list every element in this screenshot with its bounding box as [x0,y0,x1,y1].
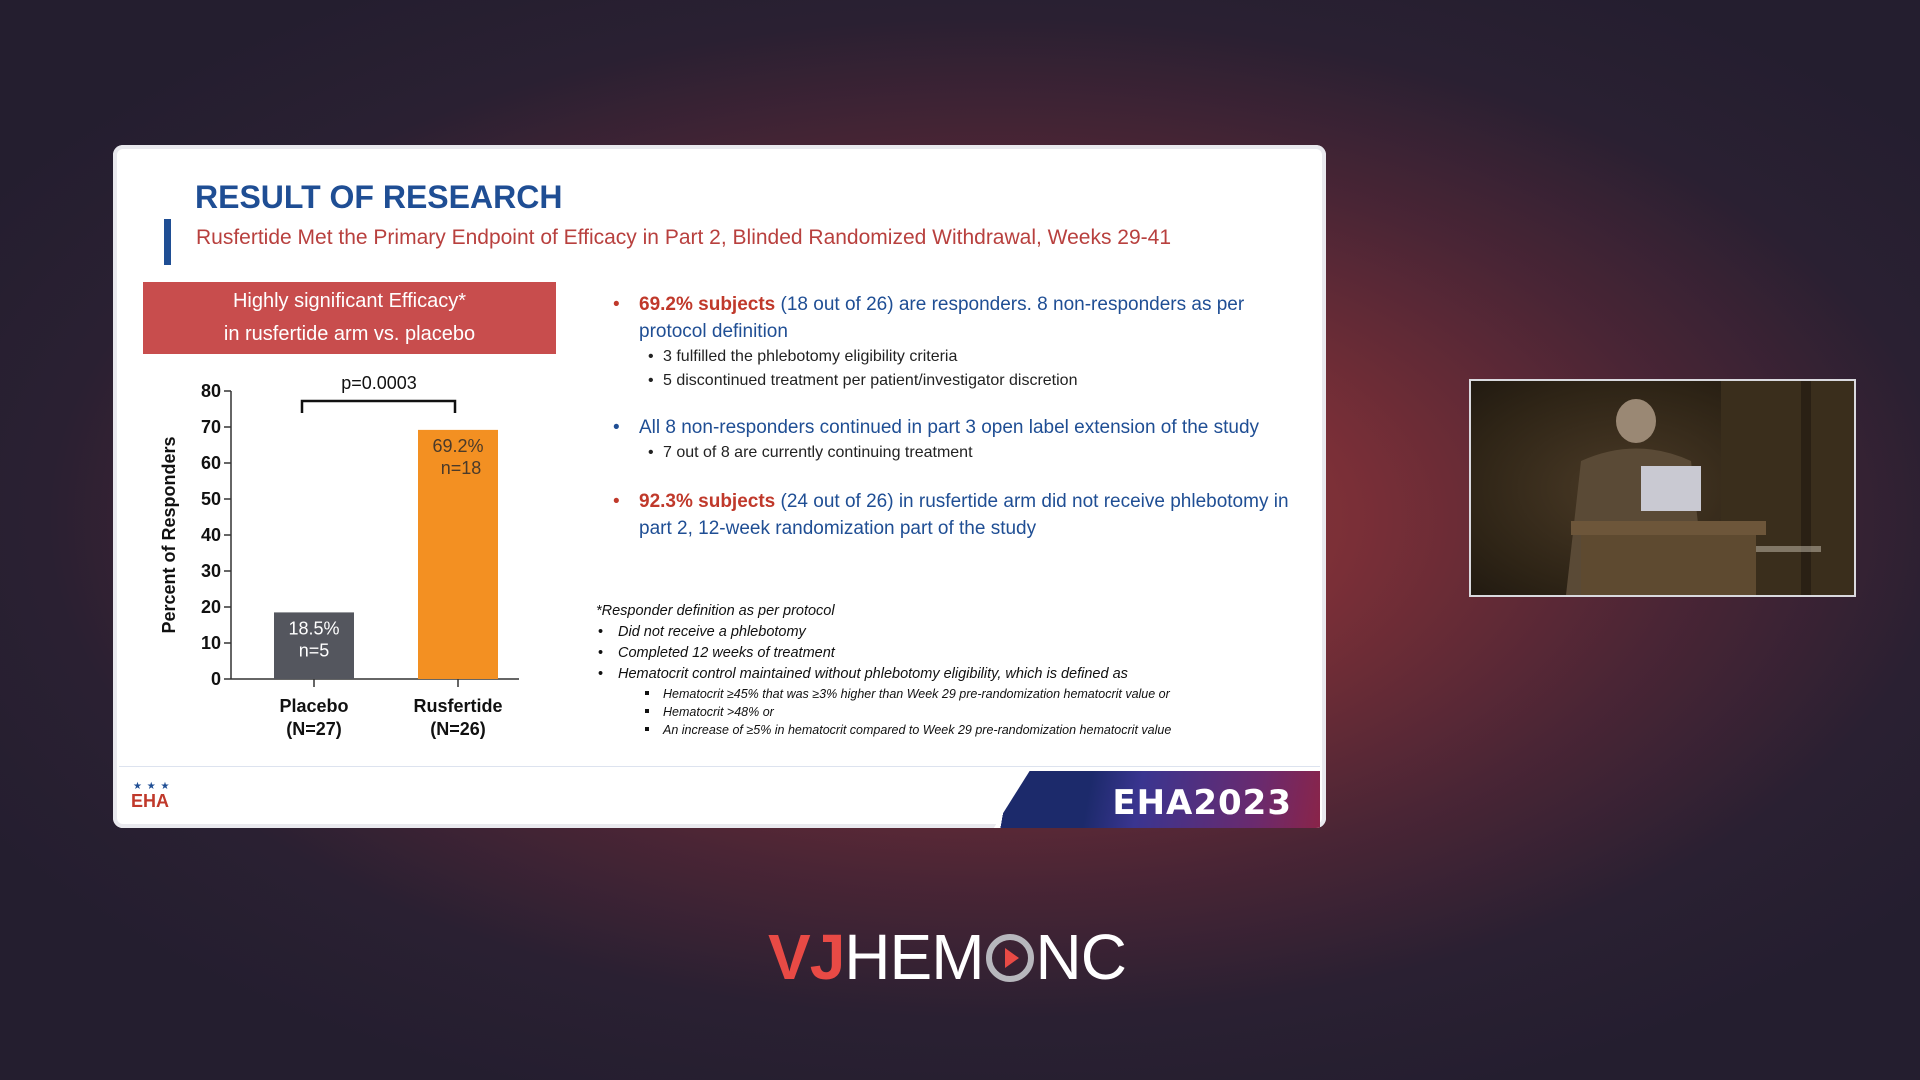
bullet-3-highlight: 92.3% subjects [639,491,776,512]
x-category-label: (N=27) [286,719,342,739]
data-label: 18.5% [288,618,340,639]
y-tick-label: 80 [200,381,221,401]
eha2023-label: EHA2023 [1112,783,1292,823]
bullet-responders: • 69.2% subjects (18 out of 26) are responders. 8 non-responders as per protocol definition [613,294,1245,342]
efficacy-callout [143,282,556,354]
efficacy-line-1: Highly significant Efficacy* [232,290,467,312]
efficacy-line-2: in rusfertide arm vs. placebo [223,323,476,345]
sub-bullet: • 3 fulfilled the phlebotomy eligibility criteria [648,348,958,365]
y-tick-label: 20 [200,597,221,617]
responders-bar-chart [139,373,559,753]
y-tick-label: 60 [200,453,221,473]
slide-title: RESULT OF RESEARCH [195,179,563,215]
presentation-slide [113,145,1326,828]
vjhemonc-logo [768,920,1126,994]
play-circle-icon [985,932,1035,984]
eha-logo: EHA [131,791,170,811]
speaker-video-icon [1471,381,1854,595]
footnote-sub-item: Hematocrit >48% or [596,703,1171,721]
brand-hem: HEM [844,921,984,993]
sub-bullet: • 5 discontinued treatment per patient/investigator discretion [648,372,1078,389]
x-category-label: (N=26) [430,719,486,739]
footnote-sub-item: An increase of ≥5% in hematocrit compared to Week 29 pre-randomization hematocrit value [596,721,1171,739]
x-category-label: Placebo [279,696,349,716]
sub-bullet: • 7 out of 8 are currently continuing treatment [648,444,973,461]
bullet-2-text: All 8 non-responders continued in part 3 open label extension of the study [639,417,1260,438]
bullet-non-responders: • All 8 non-responders continued in part 3 open label extension of the study [613,417,1260,438]
speaker-video-pane[interactable] [1469,379,1856,597]
footnote-item: • Hematocrit control maintained without phlebotomy eligibility, which is defined as [598,666,1128,682]
results-bullets [610,291,1290,542]
bullet-1-text: (18 out of 26) are responders. 8 non-responders as per protocol definition [639,294,1245,342]
footnote-item: • Did not receive a phlebotomy [598,624,806,640]
y-tick-label: 50 [200,489,221,509]
y-tick-label: 10 [200,633,221,653]
bullet-3-text: (24 out of 26) in rusfertide arm did not receive phlebotomy in part 2, 12-week randomization part of the study [639,491,1289,539]
p-value-annotation: p=0.0003 [341,373,417,393]
y-tick-label: 70 [200,417,221,437]
data-label: n=5 [298,640,330,661]
brand-nc: NC [1035,921,1126,993]
title-accent-bar [164,219,171,265]
y-tick-label: 40 [200,525,221,545]
significance-bracket [302,401,455,413]
y-axis-label: Percent of Responders [159,436,179,634]
data-label: 69.2% [432,435,484,456]
slide-content [119,151,1320,822]
footnote-sub-item: Hematocrit ≥45% that was ≥3% higher than Week 29 pre-randomization hematocrit value or [596,685,1171,703]
bullet-phlebotomy: • 92.3% subjects (24 out of 26) in rusfertide arm did not receive phlebotomy in part 2, 12-week randomization part of the study [613,491,1289,539]
slide-subtitle: Rusfertide Met the Primary Endpoint of Efficacy in Part 2, Blinded Randomized Withdrawal, Weeks 29-41 [196,226,1172,249]
data-label: n=18 [440,457,482,478]
brand-vj: VJ [768,921,845,993]
y-tick-label: 30 [200,561,221,581]
footnote-title: *Responder definition as per protocol [596,603,835,619]
footer-divider [119,766,1320,767]
bullet-1-highlight: 69.2% subjects [639,294,776,315]
y-tick-label: 0 [210,669,221,689]
eha-stars-icon: ★ ★ ★ [133,781,171,792]
responder-definition-footnote [596,601,1171,739]
footnote-item: • Completed 12 weeks of treatment [598,645,835,661]
x-category-label: Rusfertide [413,696,503,716]
